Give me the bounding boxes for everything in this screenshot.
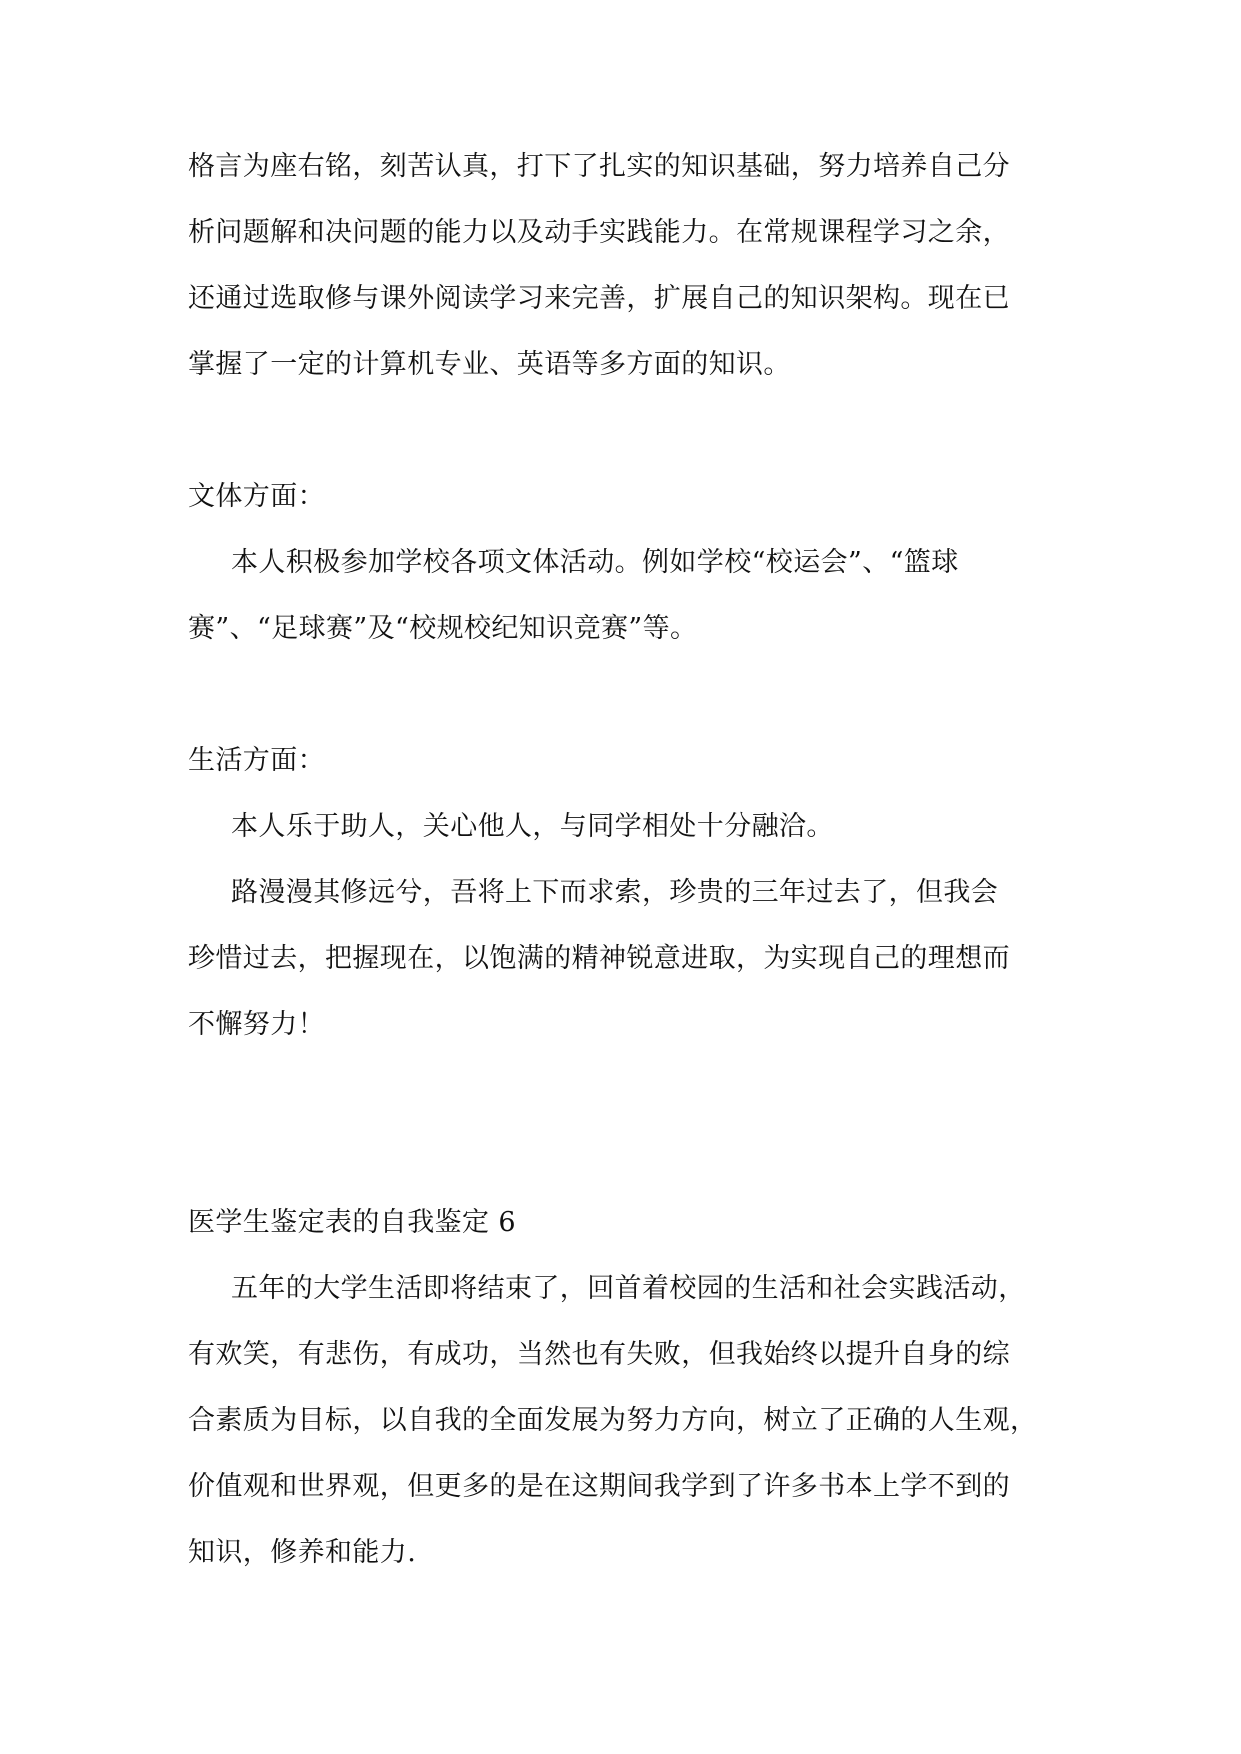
section-paragraph-line-5: 知识，修养和能力. bbox=[188, 1537, 417, 1568]
study-paragraph-line-2: 析问题解和决问题的能力以及动手实践能力。在常规课程学习之余， bbox=[188, 217, 1010, 248]
section-paragraph-line-3: 合素质为目标，以自我的全面发展为努力方向，树立了正确的人生观， bbox=[188, 1405, 1038, 1436]
sports-heading: 文体方面： bbox=[188, 481, 325, 512]
closing-paragraph-line-1: 路漫漫其修远兮，吾将上下而求索，珍贵的三年过去了，但我会 bbox=[231, 877, 999, 908]
closing-paragraph-line-2: 珍惜过去，把握现在，以饱满的精神锐意进取，为实现自己的理想而 bbox=[188, 943, 1010, 974]
section-title: 医学生鉴定表的自我鉴定 6 bbox=[188, 1207, 516, 1238]
study-paragraph-line-3: 还通过选取修与课外阅读学习来完善，扩展自己的知识架构。现在已 bbox=[188, 283, 1010, 314]
life-paragraph-line-1: 本人乐于助人，关心他人，与同学相处十分融洽。 bbox=[231, 811, 834, 842]
section-paragraph-line-1: 五年的大学生活即将结束了，回首着校园的生活和社会实践活动， bbox=[231, 1273, 1026, 1304]
study-paragraph-line-4: 掌握了一定的计算机专业、英语等多方面的知识。 bbox=[188, 349, 791, 380]
closing-paragraph-line-3: 不懈努力！ bbox=[188, 1009, 325, 1040]
study-paragraph-line-1: 格言为座右铭，刻苦认真，打下了扎实的知识基础，努力培养自己分 bbox=[188, 151, 1010, 182]
section-paragraph-line-2: 有欢笑，有悲伤，有成功，当然也有失败，但我始终以提升自身的综 bbox=[188, 1339, 1010, 1370]
life-heading: 生活方面： bbox=[188, 745, 325, 776]
sports-paragraph-line-2: 赛”、“足球赛”及“校规校纪知识竞赛”等。 bbox=[188, 613, 698, 644]
sports-paragraph-line-1: 本人积极参加学校各项文体活动。例如学校“校运会”、“篮球 bbox=[231, 547, 959, 578]
section-paragraph-line-4: 价值观和世界观，但更多的是在这期间我学到了许多书本上学不到的 bbox=[188, 1471, 1010, 1502]
